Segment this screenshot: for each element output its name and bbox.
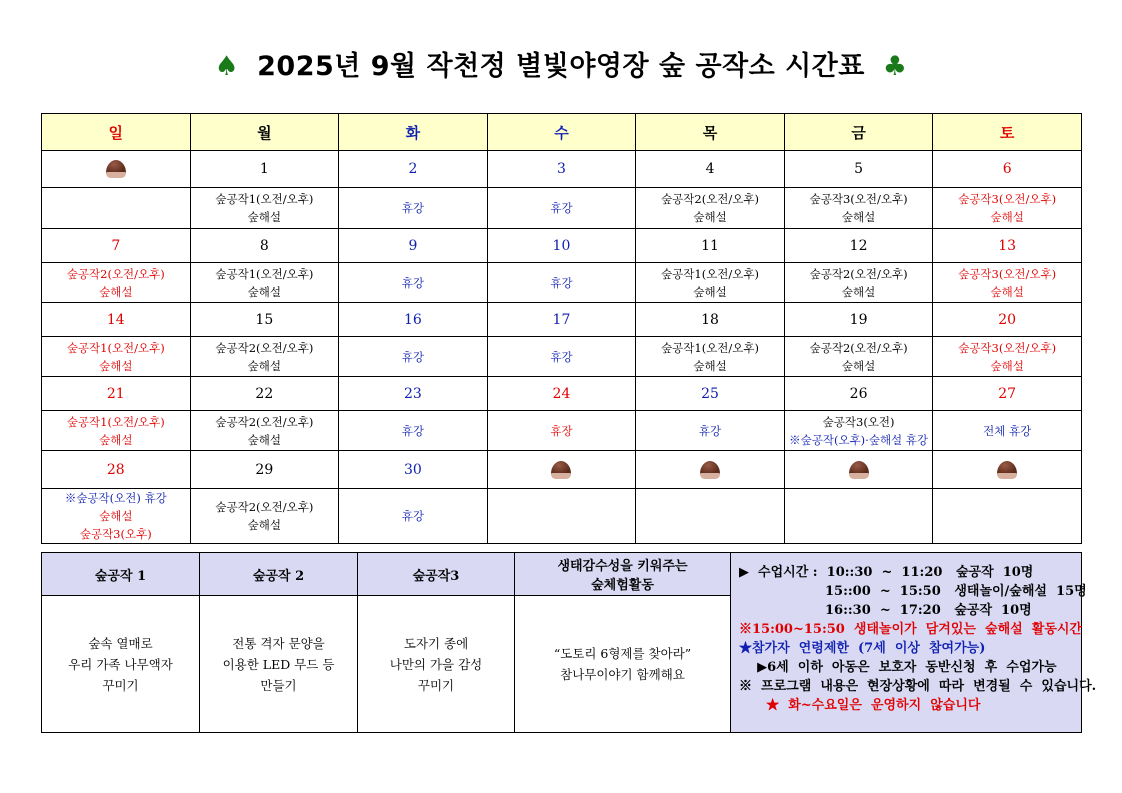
note-line: ※ 프로그램 내용은 현장상황에 따라 변경될 수 있습니다. bbox=[739, 679, 1097, 694]
schedule-line: 숲해설 bbox=[99, 509, 133, 523]
schedule-line: 숲공작3(오전/오후) bbox=[958, 340, 1057, 355]
schedule-line: 숲공작2(오전/오후) bbox=[809, 340, 908, 355]
date-number: 17 bbox=[487, 303, 636, 337]
date-cell-empty bbox=[933, 451, 1082, 489]
chestnut-icon bbox=[995, 461, 1019, 479]
date-number: 9 bbox=[339, 229, 488, 263]
date-number: 20 bbox=[933, 303, 1082, 337]
page-title bbox=[0, 44, 1122, 83]
schedule-cell bbox=[933, 188, 1082, 229]
schedule-line: 숲공작3(오전/오후) bbox=[809, 192, 908, 206]
note-line: 15::00 ~ 15:50 생태놀이/숲해설 15명 bbox=[739, 584, 1087, 599]
date-number: 8 bbox=[190, 229, 339, 263]
schedule-cell bbox=[339, 263, 488, 303]
schedule-cell bbox=[42, 489, 191, 544]
date-number: 15 bbox=[190, 303, 339, 337]
date-number: 14 bbox=[42, 303, 191, 337]
schedule-line: 숲공작1(오전/오후) bbox=[661, 266, 759, 281]
schedule-line: 휴강 bbox=[550, 349, 573, 364]
program-header-1: 숲공작 1 bbox=[42, 553, 200, 596]
schedule-cell bbox=[933, 263, 1082, 303]
schedule-cell bbox=[636, 489, 785, 544]
schedule-line: 숲공작3(오전/오후) bbox=[958, 192, 1057, 206]
program-description-4: “도토리 6형제를 찾아라” 참나무이야기 함께해요 bbox=[515, 596, 731, 733]
schedule-line: 휴강 bbox=[401, 275, 425, 290]
schedule-line: ※숲공작(오전) 휴강 bbox=[64, 491, 167, 505]
date-number: 30 bbox=[339, 451, 488, 489]
day-header: 토 bbox=[933, 114, 1082, 151]
schedule-line: 숲해설 bbox=[841, 210, 876, 224]
date-number: 12 bbox=[784, 229, 933, 263]
date-number: 2 bbox=[339, 151, 488, 188]
schedule-line: 숲해설 bbox=[693, 284, 727, 299]
program-info-table bbox=[41, 552, 1097, 733]
schedule-cell bbox=[190, 263, 339, 303]
schedule-line: 숲공작2(오전/오후) bbox=[215, 500, 314, 514]
schedule-line: 휴강 bbox=[401, 423, 425, 438]
program-description-2: 전통 격자 문양을 이용한 LED 무드 등 만들기 bbox=[200, 596, 358, 733]
schedule-cell bbox=[487, 263, 636, 303]
program-header-3: 숲공작3 bbox=[358, 553, 515, 596]
schedule-line: 숲해설 bbox=[990, 284, 1024, 299]
day-header: 목 bbox=[636, 114, 785, 151]
schedule-line: 휴강 bbox=[550, 201, 573, 215]
schedule-line: 숲공작3(오후) bbox=[79, 527, 152, 541]
schedule-line: 숲공작2(오전/오후) bbox=[215, 340, 314, 355]
schedule-line: 휴강 bbox=[401, 509, 425, 523]
date-number: 11 bbox=[636, 229, 785, 263]
date-number: 1 bbox=[190, 151, 339, 188]
program-description-1: 숲속 열매로 우리 가족 나무액자 꾸미기 bbox=[42, 596, 200, 733]
date-number: 16 bbox=[339, 303, 488, 337]
note-line: ▶ 수업시간 : 10::30 ~ 11:20 숲공작 10명 bbox=[739, 565, 1034, 580]
schedule-cell bbox=[636, 411, 785, 451]
schedule-cell bbox=[487, 337, 636, 377]
schedule-line: 숲해설 bbox=[693, 210, 727, 224]
schedule-cell bbox=[933, 489, 1082, 544]
chestnut-icon bbox=[847, 461, 871, 479]
note-line: ★ 화~수요일은 운영하지 않습니다 bbox=[739, 698, 981, 713]
schedule-cell bbox=[339, 489, 488, 544]
schedule-line: 숲공작1(오전/오후) bbox=[66, 414, 165, 429]
schedule-line: 휴강 bbox=[698, 423, 722, 438]
schedule-line: 숲공작3(오전/오후) bbox=[958, 266, 1057, 281]
schedule-line: 숲공작1(오전/오후) bbox=[661, 340, 759, 355]
schedule-cell bbox=[933, 411, 1082, 451]
note-line: ※15:00~15:50 생태놀이가 담겨있는 숲해설 활동시간 bbox=[739, 622, 1082, 637]
note-line: ★참가자 연령제한 (7세 이상 참여가능) bbox=[739, 641, 986, 656]
chestnut-icon bbox=[104, 160, 128, 178]
date-number: 26 bbox=[784, 377, 933, 411]
schedule-cell bbox=[487, 411, 636, 451]
schedule-cell bbox=[190, 337, 339, 377]
schedule-line: 숲공작2(오전/오후) bbox=[809, 266, 908, 281]
schedule-cell bbox=[636, 337, 785, 377]
schedule-line: 숲공작1(오전/오후) bbox=[215, 192, 314, 206]
schedule-line: 휴강 bbox=[550, 275, 573, 290]
schedule-cell bbox=[784, 411, 933, 451]
date-number: 7 bbox=[42, 229, 191, 263]
schedule-line: 숲공작1(오전/오후) bbox=[66, 340, 165, 355]
schedule-line: 숲해설 bbox=[247, 518, 281, 532]
date-cell-empty bbox=[636, 451, 785, 489]
schedule-cell bbox=[487, 489, 636, 544]
schedule-line: 숲해설 bbox=[99, 284, 133, 299]
note-line: ▶6세 이하 아동은 보호자 동반신청 후 수업가능 bbox=[739, 660, 1057, 675]
date-cell-empty bbox=[487, 451, 636, 489]
schedule-cell bbox=[339, 411, 488, 451]
date-number: 21 bbox=[42, 377, 191, 411]
schedule-line: 숲해설 bbox=[247, 358, 281, 373]
club-icon: ♣ bbox=[882, 51, 908, 82]
schedule-cell bbox=[784, 337, 933, 377]
schedule-line: 숲해설 bbox=[990, 358, 1024, 373]
chestnut-icon bbox=[698, 461, 722, 479]
notes-panel bbox=[731, 553, 1097, 733]
schedule-cell bbox=[42, 337, 191, 377]
schedule-line: 전체 휴강 bbox=[983, 423, 1032, 438]
schedule-line: 숲해설 bbox=[247, 432, 281, 447]
spade-icon: ♠ bbox=[214, 51, 240, 82]
schedule-cell bbox=[190, 188, 339, 229]
schedule-line: 휴강 bbox=[401, 349, 425, 364]
date-number: 18 bbox=[636, 303, 785, 337]
day-header: 수 bbox=[487, 114, 636, 151]
date-number: 4 bbox=[636, 151, 785, 188]
schedule-cell bbox=[487, 188, 636, 229]
schedule-cell bbox=[784, 489, 933, 544]
chestnut-icon bbox=[549, 461, 573, 479]
date-number: 10 bbox=[487, 229, 636, 263]
schedule-line: 숲해설 bbox=[990, 210, 1024, 224]
schedule-line: ※숲공작(오후)·숲해설 휴강 bbox=[789, 432, 929, 447]
schedule-calendar bbox=[41, 113, 1082, 544]
schedule-line: 숲공작1(오전/오후) bbox=[215, 266, 314, 281]
date-number: 25 bbox=[636, 377, 785, 411]
schedule-line: 숲해설 bbox=[693, 358, 727, 373]
day-header: 일 bbox=[42, 114, 191, 151]
date-number: 29 bbox=[190, 451, 339, 489]
schedule-line: 숲공작2(오전/오후) bbox=[661, 192, 759, 206]
schedule-cell bbox=[784, 188, 933, 229]
date-cell-empty bbox=[42, 151, 191, 188]
schedule-line: 숲해설 bbox=[841, 284, 876, 299]
date-number: 23 bbox=[339, 377, 488, 411]
schedule-line: 숲공작2(오전/오후) bbox=[66, 266, 165, 281]
date-number: 3 bbox=[487, 151, 636, 188]
date-number: 6 bbox=[933, 151, 1082, 188]
schedule-line: 숲해설 bbox=[247, 284, 281, 299]
schedule-line: 숲해설 bbox=[99, 358, 133, 373]
schedule-cell bbox=[42, 188, 191, 229]
schedule-line: 숲해설 bbox=[841, 358, 876, 373]
schedule-cell bbox=[190, 411, 339, 451]
schedule-line: 숲해설 bbox=[247, 210, 281, 224]
day-header: 화 bbox=[339, 114, 488, 151]
program-header-4: 생태감수성을 키워주는 숲체험활동 bbox=[515, 553, 731, 596]
schedule-cell bbox=[933, 337, 1082, 377]
day-header: 금 bbox=[784, 114, 933, 151]
program-header-2: 숲공작 2 bbox=[200, 553, 358, 596]
date-number: 27 bbox=[933, 377, 1082, 411]
program-description-3: 도자기 종에 나만의 가을 감성 꾸미기 bbox=[358, 596, 515, 733]
note-line: 16::30 ~ 17:20 숲공작 10명 bbox=[739, 603, 1032, 618]
schedule-cell bbox=[339, 188, 488, 229]
schedule-line: 휴강 bbox=[401, 201, 425, 215]
date-number: 19 bbox=[784, 303, 933, 337]
schedule-line: 숲해설 bbox=[99, 432, 133, 447]
date-number: 5 bbox=[784, 151, 933, 188]
schedule-cell bbox=[42, 263, 191, 303]
date-number: 13 bbox=[933, 229, 1082, 263]
date-cell-empty bbox=[784, 451, 933, 489]
schedule-cell bbox=[339, 337, 488, 377]
schedule-cell bbox=[784, 263, 933, 303]
schedule-cell bbox=[636, 263, 785, 303]
schedule-line: 숲공작2(오전/오후) bbox=[215, 414, 314, 429]
schedule-cell bbox=[636, 188, 785, 229]
page-title-text: 2025년 9월 작천정 별빛야영장 숲 공작소 시간표 bbox=[257, 51, 865, 82]
schedule-cell bbox=[190, 489, 339, 544]
schedule-cell bbox=[42, 411, 191, 451]
schedule-line: 숲공작3(오전) bbox=[822, 414, 895, 429]
date-number: 28 bbox=[42, 451, 191, 489]
day-header: 월 bbox=[190, 114, 339, 151]
schedule-line: 휴장 bbox=[550, 423, 573, 438]
date-number: 24 bbox=[487, 377, 636, 411]
date-number: 22 bbox=[190, 377, 339, 411]
